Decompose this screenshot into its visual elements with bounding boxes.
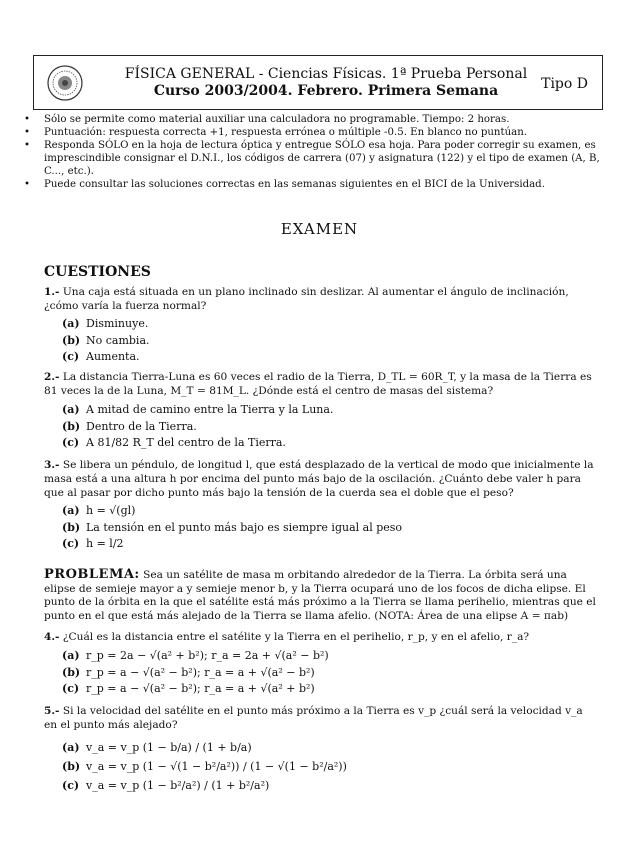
bullet-icon: • bbox=[24, 127, 31, 138]
header-title bbox=[106, 66, 546, 100]
problem-text: Sea un satélite de masa m orbitando alrededor de la Tierra. La órbita será una elipse de semieje mayor a y semieje menor b, y la Tierra ocupará uno de los focos de dicha elipse. El punto de la órbita en la que el satélite está más próximo a la Tierra se llama perihelio, mientras que el punto en el que está más alejado de la Tierra se llama afelio. (NOTA: Área de una elipse A = πab) bbox=[44, 569, 596, 622]
option-c: (c) r_p = a − √(a² − b²); r_a = a + √(a² + b²) bbox=[62, 682, 315, 695]
university-seal-icon bbox=[46, 64, 84, 102]
problem-heading: PROBLEMA: bbox=[44, 567, 140, 582]
question-number: 5.- bbox=[44, 705, 60, 717]
question-1 bbox=[44, 285, 599, 313]
question-5 bbox=[44, 704, 599, 732]
question-number: 2.- bbox=[44, 371, 60, 383]
option-b: (b) Dentro de la Tierra. bbox=[62, 419, 197, 433]
option-c: (c) h = l/2 bbox=[62, 537, 124, 550]
question-2-options bbox=[62, 402, 333, 452]
option-c: (c) Aumenta. bbox=[62, 350, 140, 363]
question-4-options bbox=[62, 648, 329, 698]
rule-item: • Puede consultar las soluciones correctas en las semanas siguientes en el BICI de la Universidad. bbox=[24, 179, 545, 190]
question-1-options bbox=[62, 316, 150, 366]
question-text: La distancia Tierra-Luna es 60 veces el radio de la Tierra, D_TL = 60R_T, y la masa de la Tierra es 81 veces la de la Luna, M_T = 81M_L. ¿Dónde está el centro de masas del sistema? bbox=[44, 371, 592, 397]
question-number: 1.- bbox=[44, 286, 60, 298]
option-b: (b) r_p = a − √(a² − b²); r_a = a + √(a² − b²) bbox=[62, 665, 315, 679]
question-3-options bbox=[62, 503, 402, 553]
question-text: ¿Cuál es la distancia entre el satélite y la Tierra en el perihelio, r_p, y en el afelio, r_a? bbox=[62, 631, 530, 643]
question-4 bbox=[44, 630, 599, 644]
bullet-icon: • bbox=[24, 140, 31, 151]
cuestiones-heading: CUESTIONES bbox=[44, 264, 151, 280]
option-a: (a) r_p = 2a − √(a² + b²); r_a = 2a + √(a² − b²) bbox=[62, 649, 329, 662]
option-c: (c) v_a = v_p (1 − b²/a²) / (1 + b²/a²) bbox=[62, 779, 270, 792]
question-text: Una caja está situada en un plano inclinado sin deslizar. Al aumentar el ángulo de inclinación, ¿cómo varía la fuerza normal? bbox=[44, 286, 569, 312]
option-b: (b) v_a = v_p (1 − √(1 − b²/a²)) / (1 − √(1 − b²/a²)) bbox=[62, 760, 347, 773]
bullet-icon: • bbox=[24, 179, 31, 190]
problem-statement bbox=[44, 568, 599, 623]
question-3 bbox=[44, 458, 599, 500]
question-number: 4.- bbox=[44, 631, 60, 643]
rule-item: • Sólo se permite como material auxiliar una calculadora no programable. Tiempo: 2 horas. bbox=[24, 114, 510, 125]
question-text: Si la velocidad del satélite en el punto más próximo a la Tierra es v_p ¿cuál será la velocidad v_a en el punto más alejado? bbox=[44, 705, 583, 731]
option-a: (a) v_a = v_p (1 − b/a) / (1 + b/a) bbox=[62, 741, 252, 754]
rule-item: • Puntuación: respuesta correcta +1, respuesta errónea o múltiple -0.5. En blanco no puntúan. bbox=[24, 127, 528, 138]
header-line-2: Curso 2003/2004. Febrero. Primera Semana bbox=[153, 83, 499, 99]
exam-header bbox=[33, 55, 603, 110]
option-c: (c) A 81/82 R_T del centro de la Tierra. bbox=[62, 436, 286, 449]
option-a: (a) h = √(gl) bbox=[62, 504, 136, 517]
bullet-icon: • bbox=[24, 114, 31, 125]
rules-list bbox=[22, 113, 602, 191]
option-b: (b) No cambia. bbox=[62, 333, 150, 347]
question-number: 3.- bbox=[44, 459, 60, 471]
option-a: (a) A mitad de camino entre la Tierra y la Luna. bbox=[62, 403, 334, 416]
header-line-1: FÍSICA GENERAL - Ciencias Físicas. 1ª Prueba Personal bbox=[124, 66, 528, 82]
exam-heading: EXAMEN bbox=[280, 220, 359, 238]
question-text: Se libera un péndulo, de longitud l, que está desplazado de la vertical de modo que inicialmente la masa está a una altura h por encima del punto más bajo de la oscilación. ¿Cuánto debe valer h para que al pasar por dicho punto más bajo la tensión de la cuerda sea el doble que el peso? bbox=[44, 459, 594, 499]
question-2 bbox=[44, 370, 599, 398]
rule-item: • Responda SÓLO en la hoja de lectura óptica y entregue SÓLO esa hoja. Para poder corregir su examen, es imprescindible consignar el D.N.I., los códigos de carrera (07) y asignatura (122) y el tipo de examen (A, B, C..., etc.). bbox=[24, 140, 600, 177]
option-b: (b) La tensión en el punto más bajo es siempre igual al peso bbox=[62, 520, 403, 534]
exam-type-label: Tipo D bbox=[541, 76, 588, 92]
option-a: (a) Disminuye. bbox=[62, 317, 149, 330]
question-5-options bbox=[62, 738, 347, 795]
